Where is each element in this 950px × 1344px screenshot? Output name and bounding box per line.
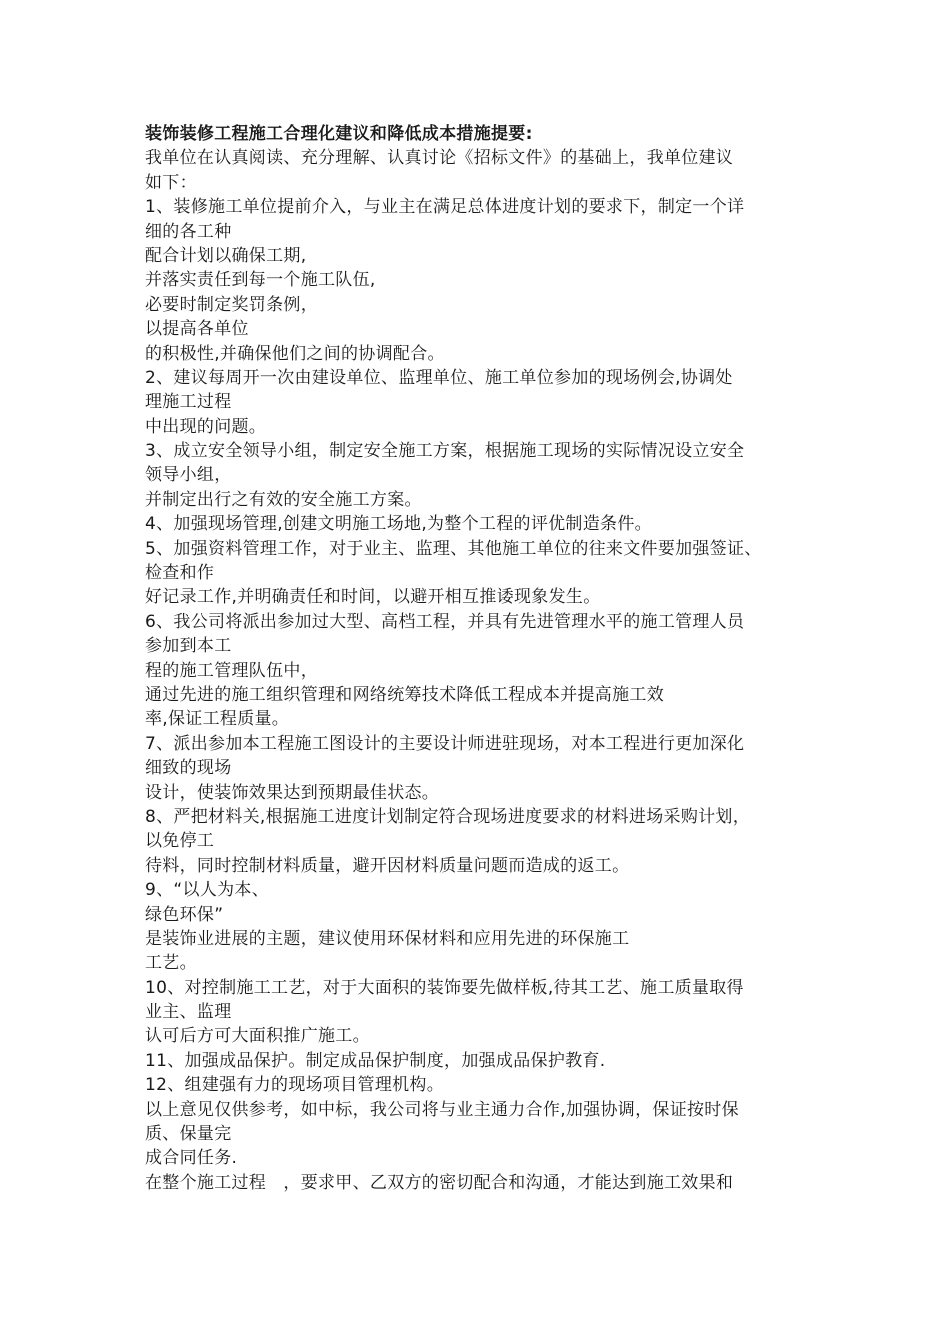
text-line: 10、对控制施工工艺，对于大面积的装饰要先做样板,待其工艺、施工质量取得 (145, 977, 744, 998)
text-line: 配合计划以确保工期, (145, 245, 307, 266)
text-line: 4、加强现场管理,创建文明施工场地,为整个工程的评优制造条件。 (145, 514, 652, 535)
text-line: 细致的现场 (145, 758, 232, 779)
text-line: 成合同任务. (145, 1148, 238, 1169)
text-line: 参加到本工 (145, 636, 232, 657)
text-line: 3、成立安全领导小组，制定安全施工方案，根据施工现场的实际情况设立安全 (145, 441, 745, 462)
text-line: 以上意见仅供参考，如中标，我公司将与业主通力合作,加强协调，保证按时保 (145, 1099, 739, 1120)
text-line: 并落实责任到每一个施工队伍, (145, 270, 376, 291)
text-line: 必要时制定奖罚条例， (145, 294, 318, 315)
text-line: 检查和作 (145, 563, 215, 584)
text-line: 工艺。 (145, 953, 197, 974)
text-line: 9、“以人为本、 (145, 880, 270, 901)
text-line: 程的施工管理队伍中， (145, 660, 318, 681)
text-line: 的积极性,并确保他们之间的协调配合。 (145, 343, 445, 364)
text-line: 以提高各单位 (145, 319, 249, 340)
text-line: 并制定出行之有效的安全施工方案。 (145, 489, 422, 510)
text-line: 11、加强成品保护。制定成品保护制度，加强成品保护教育. (145, 1050, 606, 1071)
text-line: 细的各工种 (145, 221, 232, 242)
text-line: 7、派出参加本工程施工图设计的主要设计师进驻现场，对本工程进行更加深化 (145, 733, 745, 754)
text-line: 以免停工 (145, 831, 215, 852)
text-line: 6、我公司将派出参加过大型、高档工程，并具有先进管理水平的施工管理人员 (145, 611, 745, 632)
text-line: 业主、监理 (145, 1002, 232, 1023)
text-line: 绿色环保” (145, 904, 224, 925)
text-line: 我单位在认真阅读、充分理解、认真讨论《招标文件》的基础上，我单位建议 (145, 148, 734, 169)
document-title: 装饰装修工程施工合理化建议和降低成本措施提要: (145, 124, 533, 144)
text-line: 理施工过程 (145, 392, 232, 413)
text-line: 在整个施工过程 ，要求甲、乙双方的密切配合和沟通，才能达到施工效果和 (145, 1172, 734, 1193)
document-body (145, 122, 845, 1195)
text-line: 2、建议每周开一次由建设单位、监理单位、施工单位参加的现场例会,协调处 (145, 367, 733, 388)
text-line: 12、组建强有力的现场项目管理机构。 (145, 1075, 445, 1096)
text-line: 如下： (145, 172, 197, 193)
text-line: 设计，使装饰效果达到预期最佳状态。 (145, 782, 440, 803)
text-line: 8、严把材料关,根据施工进度计划制定符合现场进度要求的材料进场采购计划， (145, 806, 751, 827)
text-line: 认可后方可大面积推广施工。 (145, 1026, 370, 1047)
text-line: 领导小组， (145, 465, 232, 486)
text-line: 率,保证工程质量。 (145, 709, 290, 730)
text-line: 好记录工作,并明确责任和时间，以避开相互推诿现象发生。 (145, 587, 601, 608)
text-line: 5、加强资料管理工作，对于业主、监理、其他施工单位的往来文件要加强签证、 (145, 538, 762, 559)
text-line: 待料，同时控制材料质量，避开因材料质量问题而造成的返工。 (145, 855, 630, 876)
text-line: 1、装修施工单位提前介入，与业主在满足总体进度计划的要求下，制定一个详 (145, 197, 745, 218)
text-line: 中出现的问题。 (145, 416, 267, 437)
text-line: 是装饰业进展的主题，建议使用环保材料和应用先进的环保施工 (145, 928, 630, 949)
text-line: 质、保量完 (145, 1124, 232, 1145)
text-line: 通过先进的施工组织管理和网络统筹技术降低工程成本并提高施工效 (145, 684, 664, 705)
